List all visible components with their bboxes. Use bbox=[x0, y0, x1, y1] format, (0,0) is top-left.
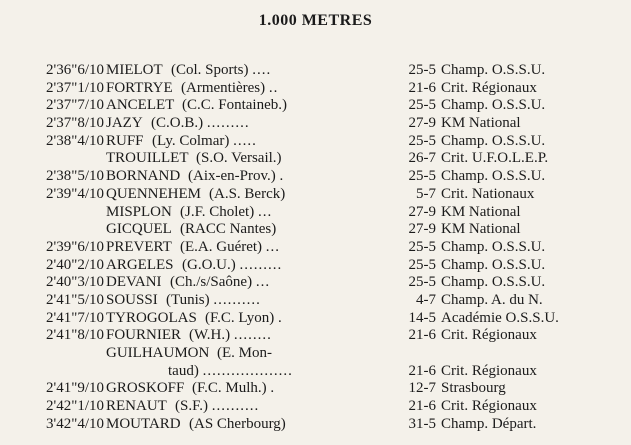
dot-leader: ... bbox=[255, 274, 271, 291]
date-cell: 27-9 bbox=[408, 221, 436, 238]
date-cell: 5-7 bbox=[416, 185, 436, 202]
club-cell bbox=[209, 186, 285, 204]
meet-name: Champ. O.S.S.U. bbox=[441, 274, 546, 291]
results-list bbox=[18, 62, 618, 433]
time-cell: 2'37"1/10 bbox=[46, 79, 104, 96]
date-cell: 25-5 bbox=[408, 168, 436, 185]
time-cell: 2'42"1/10 bbox=[46, 398, 104, 415]
time-cell: 2'41"7/10 bbox=[46, 309, 104, 326]
club-cell bbox=[168, 363, 293, 381]
result-row bbox=[18, 62, 618, 80]
club-name: (Armentières) bbox=[181, 79, 266, 96]
athlete-name: GROSKOFF bbox=[106, 380, 185, 397]
athlete-name: BORNAND bbox=[106, 168, 181, 185]
dot-leader: . bbox=[270, 380, 276, 397]
date-cell: 25-5 bbox=[408, 132, 436, 149]
meet-name: Crit. U.F.O.L.E.P. bbox=[441, 150, 549, 167]
result-row bbox=[18, 239, 618, 257]
meet-name: KM National bbox=[441, 203, 521, 220]
result-row bbox=[18, 186, 618, 204]
date-cell: 12-7 bbox=[408, 380, 436, 397]
dot-leader: ..... bbox=[233, 132, 257, 149]
meet-name: Champ. O.S.S.U. bbox=[441, 238, 546, 255]
time-cell: 2'37"8/10 bbox=[46, 115, 104, 132]
date-cell: 21-6 bbox=[408, 79, 436, 96]
dot-leader: .... bbox=[252, 62, 272, 78]
result-row bbox=[18, 292, 618, 310]
club-name: (Col. Sports) bbox=[171, 62, 249, 78]
athlete-name: RENAUT bbox=[106, 398, 167, 415]
meet-name: Champ. O.S.S.U. bbox=[441, 62, 546, 78]
meet-name: Champ. O.S.S.U. bbox=[441, 97, 546, 114]
club-name: (S.F.) bbox=[175, 398, 208, 415]
club-cell bbox=[151, 115, 250, 133]
athlete-name: GUILHAUMON bbox=[106, 345, 210, 361]
meet-name: KM National bbox=[441, 115, 521, 132]
result-row bbox=[18, 398, 618, 416]
club-cell bbox=[188, 168, 284, 186]
club-cell bbox=[180, 204, 272, 222]
page-title: 1.000 METRES bbox=[258, 12, 373, 29]
athlete-name: PREVERT bbox=[106, 238, 172, 255]
club-name: (AS Cherbourg) bbox=[189, 415, 286, 432]
date-cell: 27-9 bbox=[408, 203, 436, 220]
club-name: (Tunis) bbox=[166, 291, 210, 308]
dot-leader: ......... bbox=[206, 115, 250, 132]
athlete-name: TYROGOLAS bbox=[106, 309, 197, 326]
result-row bbox=[18, 133, 618, 151]
time-cell: 2'39"4/10 bbox=[46, 185, 104, 202]
athlete-name: MOUTARD bbox=[106, 415, 181, 432]
meet-name: Champ. O.S.S.U. bbox=[441, 256, 546, 273]
dot-leader: . bbox=[277, 309, 283, 326]
club-name: (F.C. Lyon) bbox=[205, 309, 275, 326]
date-cell: 26-7 bbox=[408, 150, 436, 167]
club-cell bbox=[189, 416, 286, 434]
time-cell: 3'42"4/10 bbox=[46, 415, 104, 432]
athlete-name: ARGELES bbox=[106, 256, 174, 273]
club-name: (A.S. Berck) bbox=[209, 185, 286, 202]
meet-name: Crit. Régionaux bbox=[441, 327, 537, 344]
meet-name: Champ. A. du N. bbox=[441, 291, 543, 308]
result-row bbox=[18, 257, 618, 275]
time-cell: 2'41"9/10 bbox=[46, 380, 104, 397]
time-cell: 2'41"5/10 bbox=[46, 291, 104, 308]
dot-leader: .......... bbox=[211, 398, 260, 415]
club-cell bbox=[175, 398, 259, 416]
date-cell: 31-5 bbox=[408, 415, 436, 432]
athlete-name: FORTRYE bbox=[106, 79, 173, 96]
meet-name: Crit. Régionaux bbox=[441, 362, 537, 379]
club-cell bbox=[152, 133, 257, 151]
club-cell bbox=[180, 239, 280, 257]
club-name: (G.O.U.) bbox=[182, 256, 236, 273]
date-cell: 21-6 bbox=[408, 398, 436, 415]
dot-leader: ... bbox=[257, 203, 273, 220]
result-row bbox=[18, 345, 618, 363]
club-name: (Ly. Colmar) bbox=[152, 132, 230, 149]
date-cell: 25-5 bbox=[408, 256, 436, 273]
date-cell: 27-9 bbox=[408, 115, 436, 132]
dot-leader: .......... bbox=[213, 291, 261, 308]
club-name: (E. Mon- bbox=[217, 345, 272, 361]
club-name: (C.O.B.) bbox=[151, 115, 204, 132]
club-name: (C.C. Fontaineb.) bbox=[182, 97, 287, 114]
meet-name: Strasbourg bbox=[441, 380, 506, 397]
date-cell: 25-5 bbox=[408, 238, 436, 255]
club-cell bbox=[182, 257, 282, 275]
result-row bbox=[18, 204, 618, 222]
result-row bbox=[18, 221, 618, 239]
date-cell: 4-7 bbox=[416, 291, 436, 308]
result-row bbox=[18, 115, 618, 133]
meet-name: KM National bbox=[441, 221, 521, 238]
dot-leader: ........ bbox=[233, 327, 272, 344]
athlete-name: QUENNEHEM bbox=[106, 185, 201, 202]
time-cell: 2'38"5/10 bbox=[46, 168, 104, 185]
dot-leader: .. bbox=[268, 79, 279, 96]
result-row bbox=[18, 327, 618, 345]
result-row bbox=[18, 380, 618, 398]
date-cell: 25-5 bbox=[408, 274, 436, 291]
club-name: (Ch./s/Saône) bbox=[170, 274, 253, 291]
result-row bbox=[18, 97, 618, 115]
date-cell: 14-5 bbox=[408, 309, 436, 326]
athlete-name: SOUSSI bbox=[106, 291, 158, 308]
date-cell: 25-5 bbox=[408, 97, 436, 114]
club-cell bbox=[217, 345, 272, 363]
club-name: (J.F. Cholet) bbox=[180, 203, 255, 220]
meet-name: Académie O.S.S.U. bbox=[441, 309, 559, 326]
meet-name: Crit. Nationaux bbox=[441, 185, 535, 202]
time-cell: 2'37"7/10 bbox=[46, 97, 104, 114]
time-cell: 2'39"6/10 bbox=[46, 238, 104, 255]
meet-name: Champ. O.S.S.U. bbox=[441, 168, 546, 185]
meet-name: Champ. O.S.S.U. bbox=[441, 132, 546, 149]
result-row bbox=[18, 150, 618, 168]
club-cell bbox=[196, 150, 282, 168]
club-cell bbox=[181, 80, 278, 98]
meet-name: Crit. Régionaux bbox=[441, 398, 537, 415]
dot-leader: ... bbox=[265, 238, 281, 255]
club-name: (Aix-en-Prov.) bbox=[188, 168, 276, 185]
club-name: (F.C. Mulh.) bbox=[192, 380, 267, 397]
time-cell: 2'40"3/10 bbox=[46, 274, 104, 291]
club-cell bbox=[192, 380, 275, 398]
club-name: taud) bbox=[168, 362, 199, 379]
athlete-name: DEVANI bbox=[106, 274, 162, 291]
meet-name: Champ. Départ. bbox=[441, 415, 537, 432]
dot-leader: ................... bbox=[202, 362, 293, 379]
athlete-name: FOURNIER bbox=[106, 327, 182, 344]
result-row bbox=[18, 80, 618, 98]
time-cell: 2'38"4/10 bbox=[46, 132, 104, 149]
date-cell: 21-6 bbox=[408, 327, 436, 344]
club-cell bbox=[171, 62, 271, 80]
dot-leader: . bbox=[279, 168, 285, 185]
result-row bbox=[18, 363, 618, 381]
club-cell bbox=[189, 327, 272, 345]
club-name: (W.H.) bbox=[189, 327, 231, 344]
club-cell bbox=[180, 221, 276, 239]
time-cell: 2'40"2/10 bbox=[46, 256, 104, 273]
club-cell bbox=[170, 274, 270, 292]
meet-name: Crit. Régionaux bbox=[441, 79, 537, 96]
athlete-name: JAZY bbox=[106, 115, 143, 132]
athlete-name: GICQUEL bbox=[106, 221, 172, 238]
result-row bbox=[18, 168, 618, 186]
date-cell: 21-6 bbox=[408, 362, 436, 379]
club-cell bbox=[166, 292, 261, 310]
club-cell bbox=[182, 97, 287, 115]
athlete-name: ANCELET bbox=[106, 97, 175, 114]
result-row bbox=[18, 274, 618, 292]
date-cell: 25-5 bbox=[408, 62, 436, 78]
time-cell: 2'41"8/10 bbox=[46, 327, 104, 344]
athlete-name: TROUILLET bbox=[106, 150, 189, 167]
athlete-name: RUFF bbox=[106, 132, 144, 149]
club-name: (S.O. Versail.) bbox=[196, 150, 282, 167]
athlete-name: MISPLON bbox=[106, 203, 172, 220]
club-name: (RACC Nantes) bbox=[180, 221, 277, 238]
result-row bbox=[18, 310, 618, 328]
dot-leader: ......... bbox=[239, 256, 283, 273]
athlete-name: MIELOT bbox=[106, 62, 163, 78]
time-cell: 2'36"6/10 bbox=[46, 62, 104, 78]
result-row bbox=[18, 416, 618, 434]
club-name: (E.A. Guéret) bbox=[180, 238, 263, 255]
club-cell bbox=[205, 310, 283, 328]
